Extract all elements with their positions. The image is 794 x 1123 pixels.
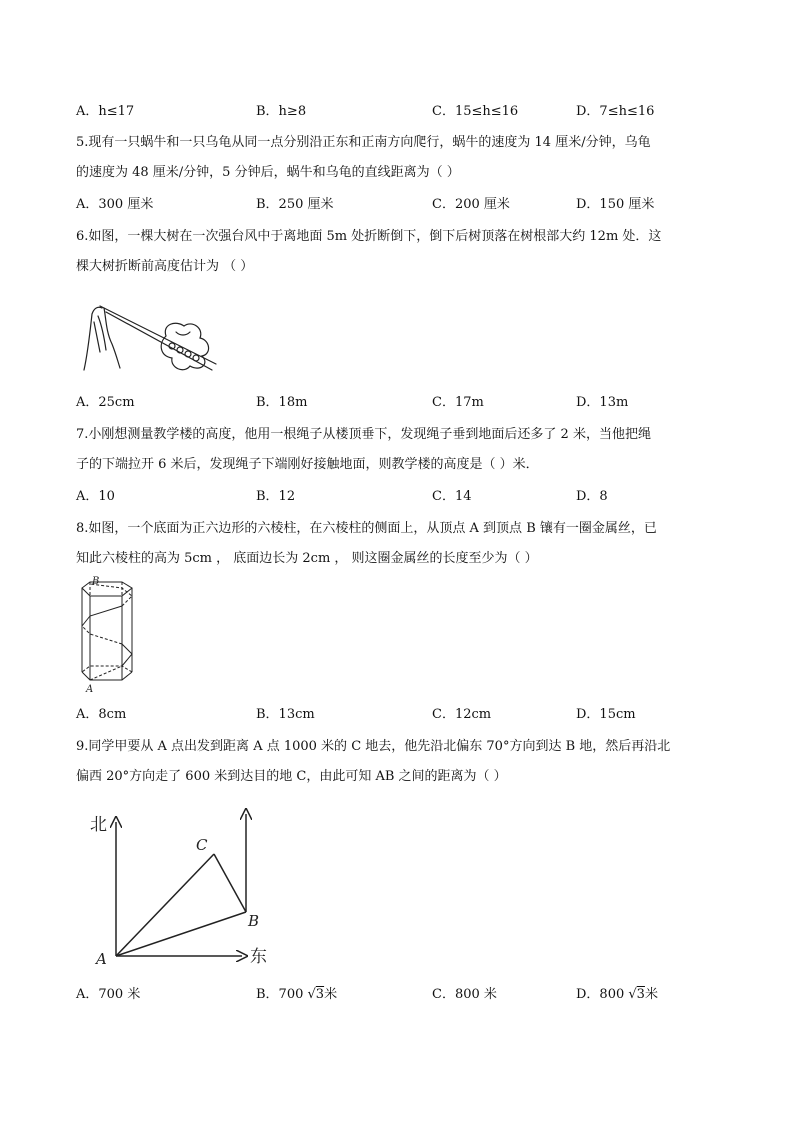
q4-option-d: D．7≤h≤16 (576, 104, 655, 119)
q8-option-d: D．15cm (576, 707, 636, 722)
q6-option-a: A．25cm (76, 395, 135, 410)
q9-option-d-suffix: 米 (644, 987, 658, 1002)
q9-text-line-1: 9.同学甲要从 A 点出发到距离 A 点 1000 米的 C 地去，他先沿北偏东 70°方向到达 B 地，然后再沿北 (76, 739, 671, 754)
q8-label-b: B (92, 576, 100, 587)
q7-options (76, 488, 736, 506)
q9-option-b-suffix: 米 (324, 987, 338, 1002)
q6-text-line-1: 6.如图，一棵大树在一次强台风中于离地面 5m 处折断倒下，倒下后树顶落在树根部大约 12m 处．这 (76, 229, 662, 244)
q8-text-line-2: 知此六棱柱的高为 5cm ， 底面边长为 2cm ， 则这圈金属丝的长度至少为（ ） (76, 551, 538, 566)
broken-tree-figure (76, 292, 226, 374)
point-a-label: A (96, 950, 107, 968)
q9-option-b-prefix: B．700 (256, 987, 308, 1002)
q8-option-a: A．8cm (76, 707, 127, 722)
q6-options (76, 394, 736, 412)
q7-text-line-2: 子的下端拉开 6 米后，发现绳子下端刚好接触地面，则教学楼的高度是（ ）米． (76, 457, 539, 472)
q6-option-c: C．17m (432, 395, 484, 410)
q5-text-line-1: 5.现有一只蜗牛和一只乌龟从同一点分别沿正东和正南方向爬行，蜗牛的速度为 14 厘米/分钟，乌龟 (76, 135, 651, 150)
q9-options (76, 986, 736, 1004)
q4-options (76, 103, 736, 121)
q9-option-b-radicand: 3 (315, 987, 325, 1002)
q8-text-line-1: 8.如图，一个底面为正六边形的六棱柱，在六棱柱的侧面上，从顶点 A 到顶点 B 镶有一圈金属丝，已 (76, 521, 657, 536)
east-label: 东 (250, 947, 267, 967)
sqrt-icon: √ (628, 987, 637, 1002)
q9-option-c: C．800 米 (432, 987, 497, 1002)
q9-option-d-prefix: D．800 (576, 987, 629, 1002)
q4-option-a: A．h≤17 (76, 104, 135, 119)
q4-option-b: B．h≥8 (256, 104, 307, 119)
q5-option-a: A．300 厘米 (76, 197, 154, 212)
q8-options (76, 706, 736, 724)
q9-option-d (576, 986, 658, 1004)
north-label: 北 (90, 815, 107, 835)
q6-option-b: B．18m (256, 395, 308, 410)
q7-option-c: C．14 (432, 489, 472, 504)
hexagonal-prism-figure (76, 574, 146, 696)
q9-text-line-2: 偏西 20°方向走了 600 米到达目的地 C，由此可知 AB 之间的距离为（ ） (76, 769, 507, 784)
q9-option-d-radicand: 3 (636, 987, 645, 1002)
direction-diagram (88, 808, 278, 973)
q7-option-d: D．8 (576, 489, 608, 504)
point-c-label: C (196, 836, 208, 854)
q7-option-a: A．10 (76, 489, 115, 504)
q5-option-c: C．200 厘米 (432, 197, 510, 212)
q6-text-line-2: 棵大树折断前高度估计为 （ ） (76, 259, 254, 274)
q5-option-b: B．250 厘米 (256, 197, 334, 212)
q4-option-c: C．15≤h≤16 (432, 104, 519, 119)
q8-option-b: B．13cm (256, 707, 315, 722)
q5-options (76, 196, 736, 214)
q8-label-a: A (86, 684, 94, 695)
q7-text-line-1: 7.小刚想测量教学楼的高度，他用一根绳子从楼顶垂下，发现绳子垂到地面后还多了 2 米，当他把绳 (76, 427, 651, 442)
point-b-label: B (248, 912, 260, 930)
q5-option-d: D．150 厘米 (576, 197, 655, 212)
q6-option-d: D．13m (576, 395, 629, 410)
q8-option-c: C．12cm (432, 707, 492, 722)
q5-text-line-2: 的速度为 48 厘米/分钟，5 分钟后，蜗牛和乌龟的直线距离为（ ） (76, 165, 460, 180)
sqrt-icon: √ (307, 987, 316, 1002)
q9-option-a: A．700 米 (76, 987, 141, 1002)
q9-option-b (256, 986, 337, 1004)
q7-option-b: B．12 (256, 489, 296, 504)
